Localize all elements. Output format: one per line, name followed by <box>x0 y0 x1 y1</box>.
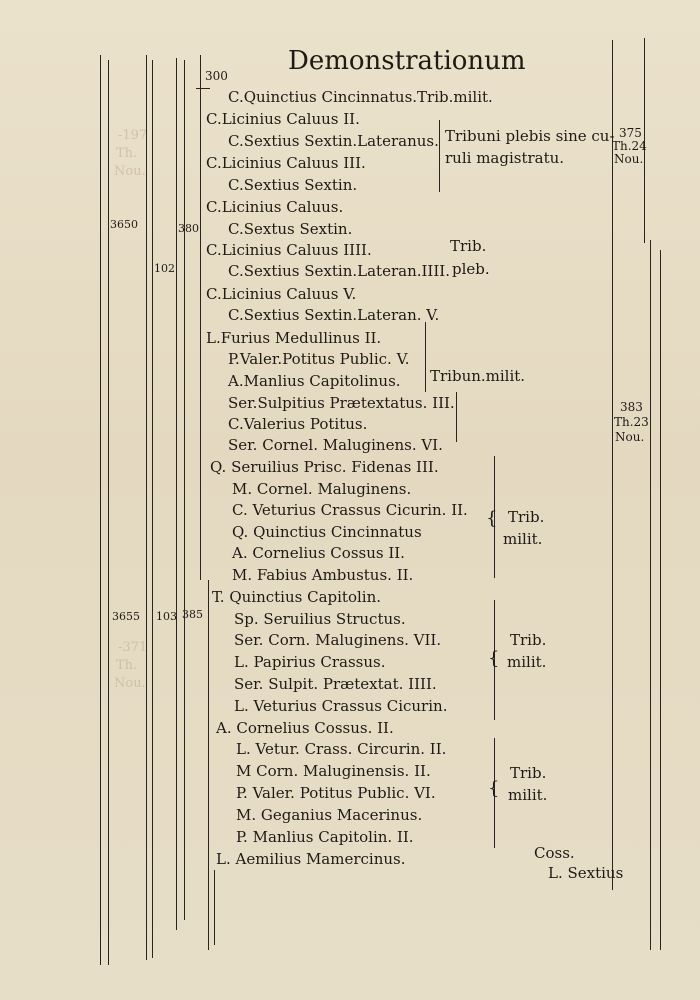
bracket-line <box>439 120 440 192</box>
note-trib-milit: milit. <box>507 653 547 671</box>
show-through-text: -371 <box>118 640 148 655</box>
right-margin-note: Nou. <box>614 152 644 166</box>
note-coss: Coss. <box>534 844 575 862</box>
note-trib-pleb: pleb. <box>452 260 490 278</box>
entry-line: L. Aemilius Mamercinus. <box>216 850 406 868</box>
column-rule <box>100 55 101 965</box>
entry-line: C.Licinius Caluus. <box>206 198 344 216</box>
entry-line: P. Manlius Capitolin. II. <box>236 828 414 846</box>
entry-line: Ser. Corn. Maluginens. VII. <box>234 631 442 649</box>
note-trib-pleb: Trib. <box>450 237 487 255</box>
entry-line: C.Sextius Sextin.Lateranus. <box>228 132 439 150</box>
entry-line: L.Furius Medullinus II. <box>206 329 382 347</box>
show-through-text: -197 <box>118 128 148 143</box>
column-rule <box>208 580 209 950</box>
note-trib-milit: milit. <box>503 530 543 548</box>
entry-line: M. Geganius Macerinus. <box>236 806 423 824</box>
entry-line: L. Veturius Crassus Cicurin. <box>234 697 448 715</box>
entry-line: A. Cornelius Cossus. II. <box>216 719 394 737</box>
entry-line: C.Sextius Sextin.Lateran. V. <box>228 306 440 324</box>
entry-line: P. Valer. Potitus Public. VI. <box>236 784 436 802</box>
right-margin-note: 375 <box>619 126 642 140</box>
right-margin-note: Th.24 <box>612 139 647 153</box>
bracket-line <box>425 322 426 392</box>
entry-line: C.Sextius Sextin. <box>228 176 358 194</box>
entry-line: C.Quinctius Cincinnatus.Trib.milit. <box>228 88 493 106</box>
entry-line: C.Sextius Sextin.Lateran.IIII. <box>228 262 450 280</box>
entry-line: C. Veturius Crassus Cicurin. II. <box>232 501 468 519</box>
margin-number: 385 <box>182 608 203 621</box>
page-number: 300 <box>205 69 228 83</box>
column-rule <box>184 60 185 920</box>
entry-line: M. Fabius Ambustus. II. <box>232 566 414 584</box>
note-tribun-milit: Tribun.milit. <box>430 367 526 385</box>
margin-number: 102 <box>154 262 175 275</box>
rule-tick <box>196 88 210 89</box>
entry-line: C.Licinius Caluus II. <box>206 110 360 128</box>
margin-year: 3650 <box>110 218 138 231</box>
margin-number: 380 <box>178 222 199 235</box>
note-l-sextius: L. Sextius <box>548 864 624 882</box>
entry-line: Ser. Sulpit. Prætextat. IIII. <box>234 675 437 693</box>
entry-line: C.Sextus Sextin. <box>228 220 353 238</box>
entry-line: M Corn. Maluginensis. II. <box>236 762 431 780</box>
column-rule <box>108 60 109 965</box>
show-through-text: Th. <box>116 658 138 673</box>
entry-line: C.Valerius Potitus. <box>228 415 368 433</box>
entry-line: C.Licinius Caluus V. <box>206 285 357 303</box>
bracket-line <box>456 392 457 442</box>
entry-line: L. Papirius Crassus. <box>234 653 386 671</box>
entry-line: Ser.Sulpitius Prætextatus. III. <box>228 394 455 412</box>
column-rule <box>152 60 153 958</box>
page-title: Demonstrationum <box>288 46 526 76</box>
right-margin-note: Nou. <box>615 430 645 444</box>
entry-line: A. Cornelius Cossus II. <box>232 544 405 562</box>
note-trib-milit: Trib. <box>510 764 547 782</box>
entry-line: Sp. Seruilius Structus. <box>234 610 406 628</box>
column-rule <box>200 55 201 580</box>
margin-year: 3655 <box>112 610 140 623</box>
entry-line: C.Licinius Caluus III. <box>206 154 366 172</box>
brace-mark: { <box>486 508 498 529</box>
entry-line: Q. Quinctius Cincinnatus <box>232 523 422 541</box>
entry-line: C.Licinius Caluus IIII. <box>206 241 372 259</box>
column-rule <box>612 40 613 890</box>
right-margin-note: Th.23 <box>614 415 649 429</box>
right-margin-note: 383 <box>620 400 643 414</box>
entry-line: Ser. Cornel. Maluginens. VI. <box>228 436 443 454</box>
margin-number: 103 <box>156 610 177 623</box>
entry-line: L. Vetur. Crass. Circurin. II. <box>236 740 447 758</box>
show-through-text: Nou. <box>114 164 146 179</box>
brace-mark: { <box>488 778 500 799</box>
note-tribuni-plebis: Tribuni plebis sine cu- <box>445 127 615 145</box>
show-through-text: Nou. <box>114 676 146 691</box>
entry-line: Q. Seruilius Prisc. Fidenas III. <box>210 458 439 476</box>
entry-line: T. Quinctius Capitolin. <box>212 588 382 606</box>
brace-mark: { <box>488 648 500 669</box>
column-rule <box>660 250 661 950</box>
column-rule <box>176 58 177 930</box>
note-trib-milit: Trib. <box>508 508 545 526</box>
column-rule <box>650 240 651 950</box>
entry-line: M. Cornel. Maluginens. <box>232 480 412 498</box>
entry-line: A.Manlius Capitolinus. <box>228 372 401 390</box>
column-rule <box>214 870 215 945</box>
show-through-text: Th. <box>116 146 138 161</box>
note-trib-milit: milit. <box>508 786 548 804</box>
entry-line: P.Valer.Potitus Public. V. <box>228 350 410 368</box>
note-tribuni-plebis: ruli magistratu. <box>445 149 565 167</box>
column-rule <box>146 55 147 960</box>
note-trib-milit: Trib. <box>510 631 547 649</box>
